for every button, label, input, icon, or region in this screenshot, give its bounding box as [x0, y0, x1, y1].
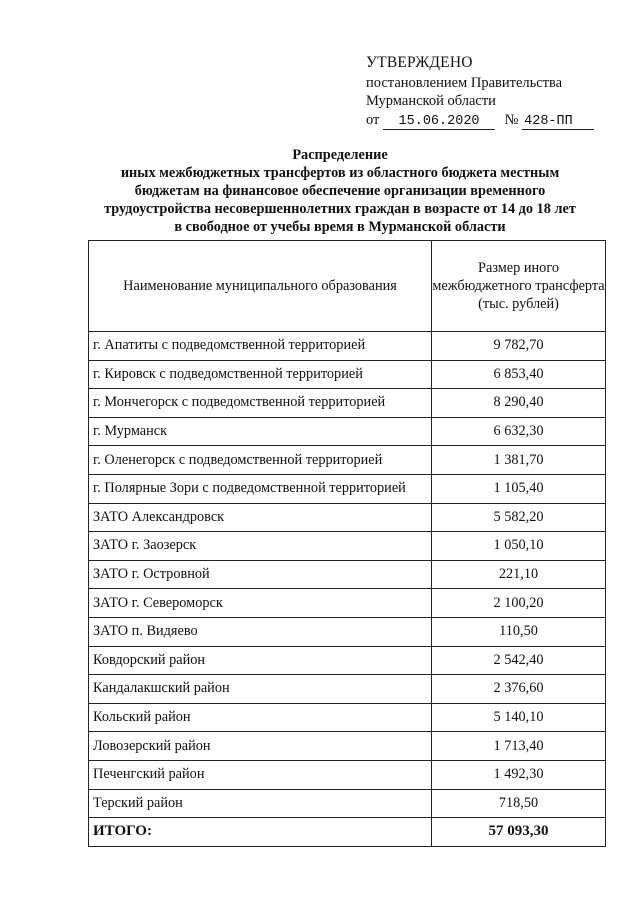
title-line-5: в свободное от учебы время в Мурманской области — [174, 219, 506, 235]
column-header-name: Наименование муниципального образования — [89, 241, 432, 332]
table-row — [89, 446, 606, 475]
title-line-4: трудоустройства несовершеннолетних граждан в возрасте от 14 до 18 лет — [104, 201, 576, 217]
table-row — [89, 703, 606, 732]
transfer-amount: 1 050,10 — [432, 532, 606, 561]
title-line-2: иных межбюджетных трансфертов из областного бюджета местным — [120, 165, 560, 181]
approval-heading: УТВЕРЖДЕНО — [366, 54, 473, 71]
total-value: 57 093,30 — [432, 818, 606, 847]
approval-line-2: Мурманской области — [366, 93, 496, 109]
transfer-amount: 8 290,40 — [432, 389, 606, 418]
transfer-amount: 1 105,40 — [432, 474, 606, 503]
transfer-amount: 5 582,20 — [432, 503, 606, 532]
title-line-1: Распределение — [292, 147, 388, 163]
municipality-name: Кольский район — [89, 703, 432, 732]
table-row — [89, 560, 606, 589]
municipality-name: Кандалакшский район — [89, 675, 432, 704]
transfer-amount: 2 542,40 — [432, 646, 606, 675]
approval-line-1: постановлением Правительства — [366, 75, 563, 91]
table-row — [89, 732, 606, 761]
transfer-amount: 1 381,70 — [432, 446, 606, 475]
table-row — [89, 675, 606, 704]
table-row — [89, 332, 606, 361]
municipality-name: Терский район — [89, 789, 432, 818]
title-line-3: бюджетам на финансовое обеспечение организации временного — [134, 183, 546, 199]
table-row — [89, 474, 606, 503]
transfer-amount: 110,50 — [432, 617, 606, 646]
municipality-name: г. Апатиты с подведомственной территорией — [89, 332, 432, 361]
municipality-name: ЗАТО г. Островной — [89, 560, 432, 589]
municipality-name: Ловозерский район — [89, 732, 432, 761]
table-row — [89, 617, 606, 646]
approval-date: 15.06.2020 — [383, 114, 495, 130]
document-title — [40, 146, 640, 236]
transfer-amount: 221,10 — [432, 560, 606, 589]
table-row — [89, 360, 606, 389]
table-row — [89, 417, 606, 446]
transfer-amount: 6 853,40 — [432, 360, 606, 389]
table-row — [89, 589, 606, 618]
table-row — [89, 503, 606, 532]
table-body — [89, 332, 606, 847]
transfer-amount: 5 140,10 — [432, 703, 606, 732]
table-row — [89, 532, 606, 561]
transfer-amount: 1 713,40 — [432, 732, 606, 761]
transfer-amount: 2 376,60 — [432, 675, 606, 704]
approval-date-row — [366, 111, 626, 130]
approval-number: 428-ПП — [522, 114, 594, 130]
municipality-name: ЗАТО г. Североморск — [89, 589, 432, 618]
municipality-name: г. Мончегорск с подведомственной территорией — [89, 389, 432, 418]
municipality-name: Печенгский район — [89, 760, 432, 789]
table-row — [89, 646, 606, 675]
municipality-name: ЗАТО г. Заозерск — [89, 532, 432, 561]
municipality-name: г. Оленегорск с подведомственной территорией — [89, 446, 432, 475]
number-label: № — [504, 112, 519, 128]
from-label: от — [366, 112, 380, 128]
transfer-amount: 9 782,70 — [432, 332, 606, 361]
table-row — [89, 789, 606, 818]
municipality-name: г. Полярные Зори с подведомственной территорией — [89, 474, 432, 503]
transfer-amount: 6 632,30 — [432, 417, 606, 446]
approval-block — [366, 54, 626, 130]
table-row — [89, 760, 606, 789]
transfer-amount: 2 100,20 — [432, 589, 606, 618]
municipality-name: ЗАТО п. Видяево — [89, 617, 432, 646]
total-row — [89, 818, 606, 847]
distribution-table — [88, 240, 606, 847]
transfer-amount: 1 492,30 — [432, 760, 606, 789]
municipality-name: г. Мурманск — [89, 417, 432, 446]
column-header-amount: Размер иного межбюджетного трансферта (тыс. рублей) — [432, 241, 606, 332]
table-header-row — [89, 241, 606, 332]
municipality-name: Ковдорский район — [89, 646, 432, 675]
table-row — [89, 389, 606, 418]
municipality-name: ЗАТО Александровск — [89, 503, 432, 532]
transfer-amount: 718,50 — [432, 789, 606, 818]
total-label: ИТОГО: — [89, 818, 432, 847]
municipality-name: г. Кировск с подведомственной территорией — [89, 360, 432, 389]
